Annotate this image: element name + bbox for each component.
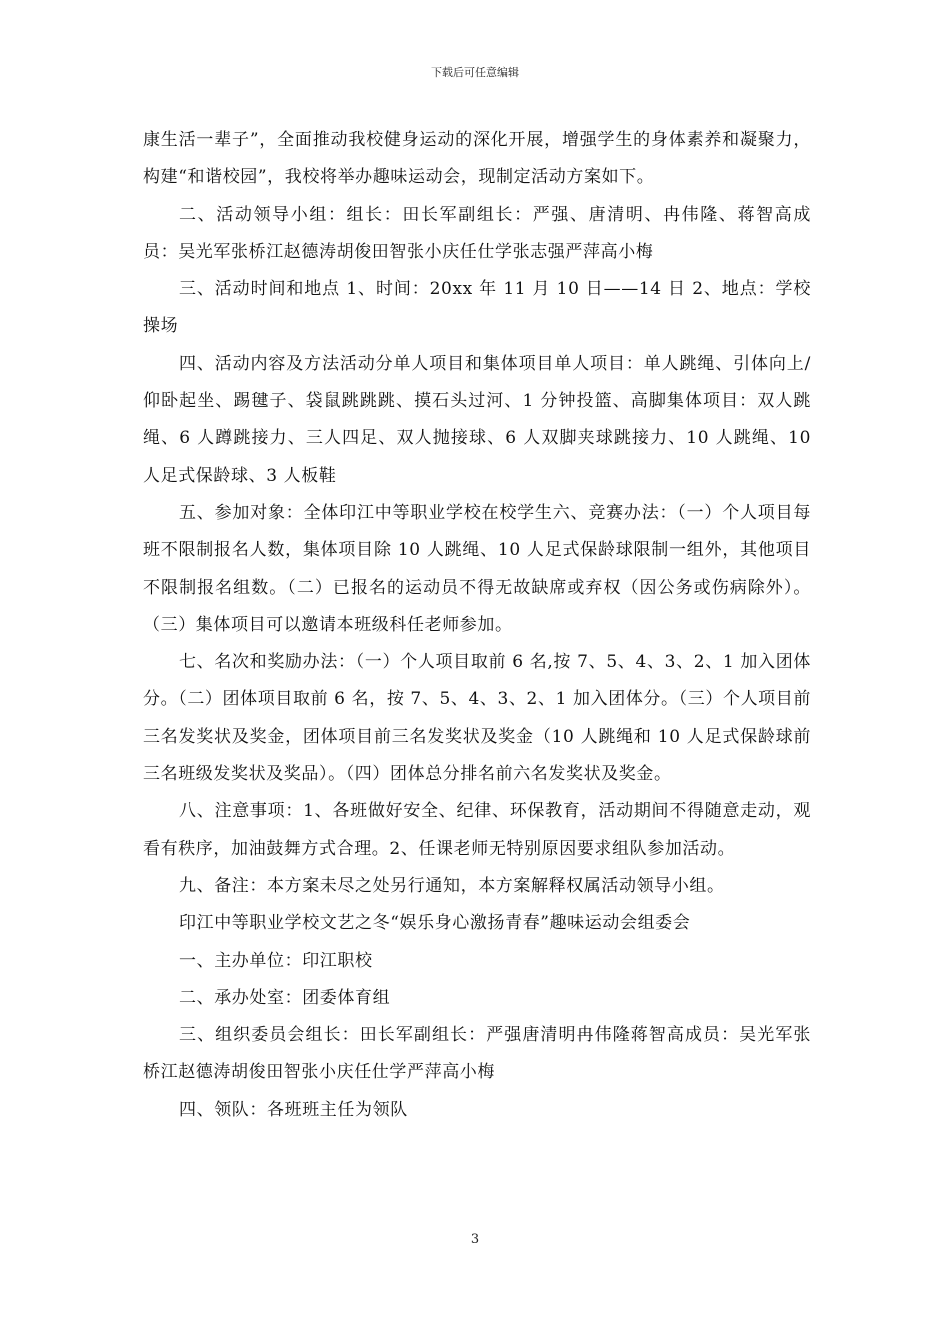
paragraph-intro-continuation: 康生活一辈子”，全面推动我校健身运动的深化开展，增强学生的身体素养和凝聚力，构建“和谐校园”，我校将举办趣味运动会，现制定活动方案如下。 xyxy=(143,130,811,188)
paragraph-team-leaders: 四、领队：各班班主任为领队 xyxy=(179,1099,408,1120)
page-number: 3 xyxy=(470,1232,480,1247)
paragraph-host-unit: 一、主办单位：印江职校 xyxy=(179,950,373,971)
document-body xyxy=(143,122,811,1129)
paragraph-remarks: 九、备注：本方案未尽之处另行通知，本方案解释权属活动领导小组。 xyxy=(179,875,725,896)
page-header: 下载后可任意编辑 xyxy=(431,66,519,79)
paragraph-activity-content: 四、活动内容及方法活动分单人项目和集体项目单人项目：单人跳绳、引体向上/仰卧起坐、踢毽子、袋鼠跳跳跳、摸石头过河、1 分钟投篮、高脚集体项目：双人跳绳、6 人蹲跳接力、三人四足、双人抛接球、6 人双脚夹球跳接力、10 人跳绳、10 人足式保龄球、3 人板鞋 xyxy=(143,353,811,486)
paragraph-ranking-awards: 七、名次和奖励办法：（一）个人项目取前 6 名,按 7、5、4、3、2、1 加入团体分。（二）团体项目取前 6 名，按 7、5、4、3、2、1 加入团体分。（三）个人项目前三名发奖状及奖金，团体项目前三名发奖状及奖金（10 人跳绳和 10 人足式保龄球前三名班级发奖状及奖品）。（四）团体总分排名前六名发奖状及奖金。 xyxy=(143,652,811,785)
paragraph-time-location: 三、活动时间和地点 1、时间：20xx 年 11 月 10 日——14 日 2、地点：学校操场 xyxy=(143,279,811,337)
paragraph-committee-members: 三、组织委员会组长：田长军副组长：严强唐清明冉伟隆蒋智高成员：吴光军张桥江赵德涛胡俊田智张小庆任仕学严萍高小梅 xyxy=(143,1025,811,1083)
paragraph-leadership-group: 二、活动领导小组：组长：田长军副组长：严强、唐清明、冉伟隆、蒋智高成员：吴光军张桥江赵德涛胡俊田智张小庆任仕学张志强严萍高小梅 xyxy=(143,204,811,262)
paragraph-organizer-office: 二、承办处室：团委体育组 xyxy=(179,987,391,1008)
paragraph-participants-rules: 五、参加对象：全体印江中等职业学校在校学生六、竞赛办法：（一）个人项目每班不限制报名人数，集体项目除 10 人跳绳、10 人足式保龄球限制一组外，其他项目不限制报名组数。（二）已报名的运动员不得无故缺席或弃权（因公务或伤病除外）。（三）集体项目可以邀请本班级科任老师参加。 xyxy=(143,502,811,635)
paragraph-organizing-committee: 印江中等职业学校文艺之冬“娱乐身心激扬青春”趣味运动会组委会 xyxy=(179,913,691,934)
paragraph-precautions: 八、注意事项：1、各班做好安全、纪律、环保教育，活动期间不得随意走动，观看有秩序，加油鼓舞方式合理。2、任课老师无特别原因要求组队参加活动。 xyxy=(143,801,811,859)
